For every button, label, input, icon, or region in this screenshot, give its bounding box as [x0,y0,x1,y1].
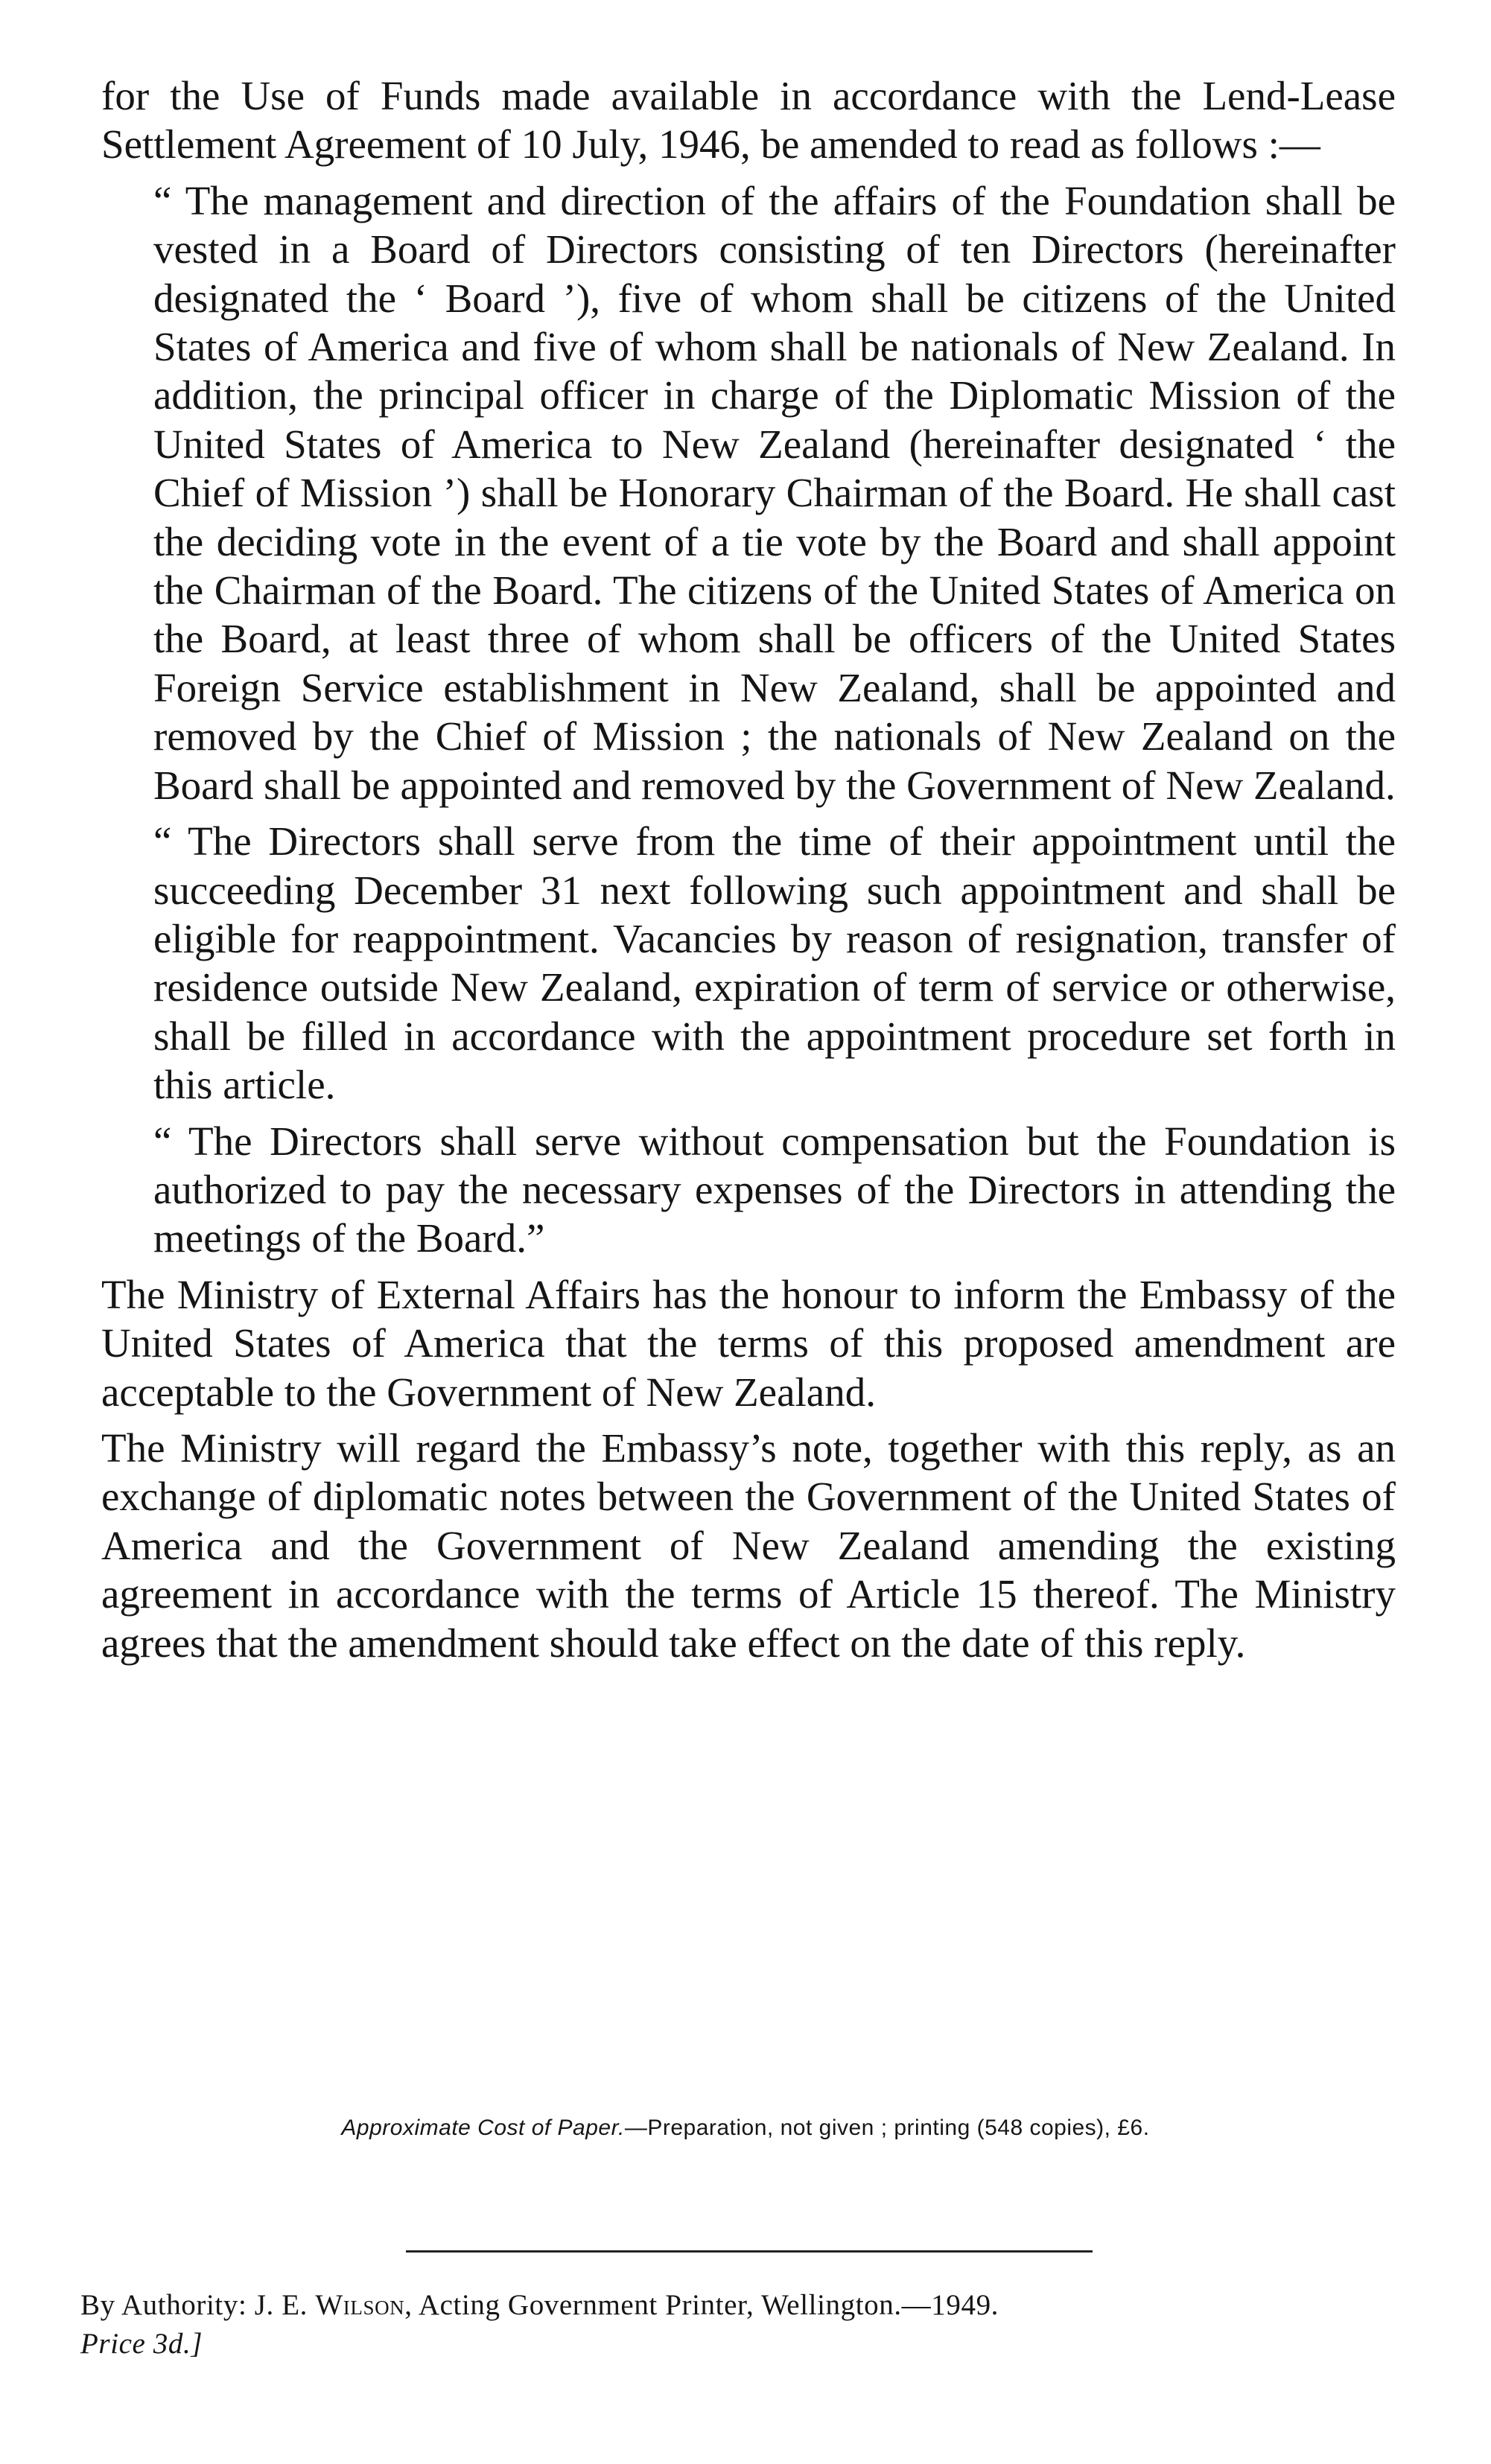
price-line: Price 3d.] [80,2328,203,2360]
authority-line [80,2286,999,2325]
document-body [101,71,1396,1667]
closing-paragraph-1: The Ministry of External Affairs has the honour to inform the Embassy of the United States of America that the terms of this proposed amendment are acceptable to the Government of New Zealand. [101,1271,1396,1415]
authority-prefix: By Authority: J. E. [80,2289,316,2321]
cost-of-paper-note [0,2116,1491,2141]
document-page [101,71,1396,1667]
authority-suffix: , Acting Government Printer, Wellington.—1949. [404,2289,999,2321]
quoted-paragraph-1: “ The management and direction of the affairs of the Foundation shall be vested in a Board of Directors consisting of ten Directors (hereinafter designated the ‘ Board ’), five of whom shall be citizens of the United States of America and five of whom shall be nationals of New Zealand. In addition, the principal officer in charge of the Diplomatic Mission of the United States of America to New Zealand (hereinafter designated ‘ the Chief of Mission ’) shall be Honorary Chairman of the Board. He shall cast the deciding vote in the event of a tie vote by the Board and shall appoint the Chairman of the Board. The citizens of the United States of America on the Board, at least three of whom shall be officers of the United States Foreign Service establishment in New Zealand, shall be appointed and removed by the Chief of Mission ; the nationals of New Zealand on the Board shall be appointed and removed by the Government of New Zealand. [153,177,1396,808]
lead-paragraph: for the Use of Funds made available in accordance with the Lend-Lease Settlement Agreement of 10 July, 1946, be amended to read as follows :— [101,73,1396,168]
quoted-paragraph-2: “ The Directors shall serve from the time of their appointment until the succeeding December 31 next following such appointment and shall be eligible for reappointment. Vacancies by reason of resignation, transfer of residence outside New Zealand, expiration of term of service or otherwise, shall be filled in accordance with the appointment procedure set forth in this article. [153,818,1396,1108]
cost-text: —Preparation, not given ; printing (548 copies), £6. [624,2116,1150,2140]
quoted-paragraph-3: “ The Directors shall serve without compensation but the Foundation is authorized to pay the necessary expenses of the Directors in attending the meetings of the Board.” [153,1118,1396,1261]
printer-name: Wilson [315,2289,405,2321]
cost-label: Approximate Cost of Paper. [341,2116,625,2140]
footer-divider [406,2250,1093,2253]
printer-imprint [80,2286,999,2363]
quoted-amendment [153,176,1396,1263]
closing-paragraph-2: The Ministry will regard the Embassy’s note, together with this reply, as an exchange of diplomatic notes between the Government of the United States of America and the Government of New Zealand amending the existing agreement in accordance with the terms of Article 15 thereof. The Ministry agrees that the amendment should take effect on the date of this reply. [101,1424,1396,1666]
